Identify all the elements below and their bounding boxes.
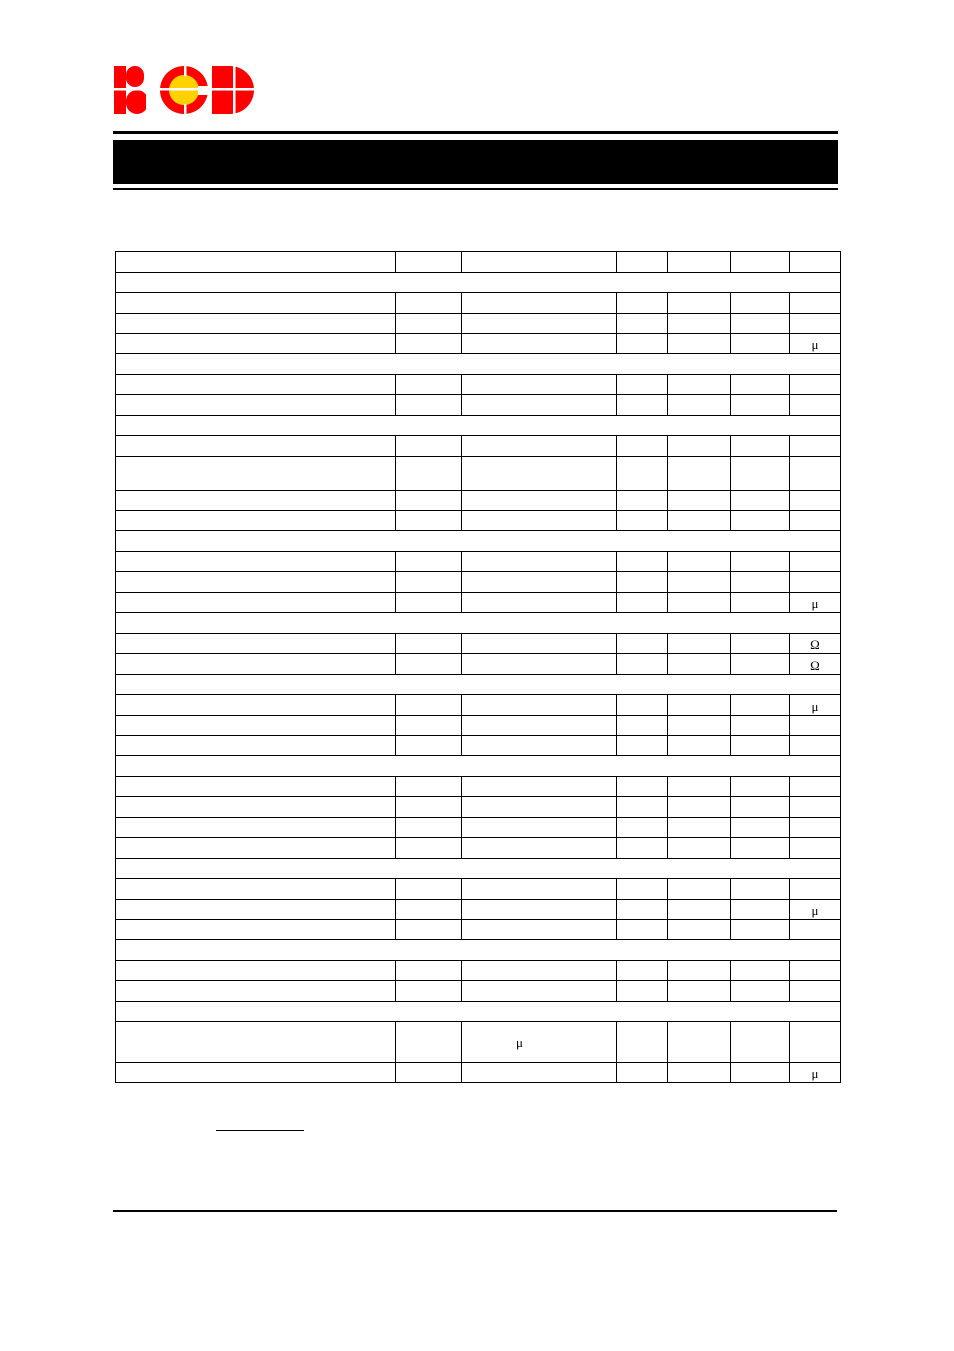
value-cell bbox=[116, 654, 396, 675]
value-cell bbox=[396, 314, 462, 334]
value-cell bbox=[396, 1063, 462, 1083]
value-cell bbox=[731, 395, 790, 416]
table-row bbox=[116, 900, 841, 920]
condition-cell bbox=[462, 695, 617, 716]
value-cell bbox=[668, 572, 731, 593]
unit-cell bbox=[790, 252, 841, 273]
value-cell bbox=[116, 395, 396, 416]
value-cell bbox=[617, 695, 668, 716]
value-cell bbox=[617, 981, 668, 1002]
table-section-row bbox=[116, 613, 841, 634]
table-row bbox=[116, 797, 841, 818]
value-cell bbox=[396, 736, 462, 756]
value-cell bbox=[396, 395, 462, 416]
table-row bbox=[116, 818, 841, 838]
value-cell bbox=[668, 593, 731, 613]
value-cell bbox=[668, 552, 731, 572]
unit-cell: Ω bbox=[790, 634, 841, 654]
condition-cell bbox=[462, 334, 617, 354]
header-top-rule bbox=[113, 131, 838, 134]
value-cell bbox=[731, 314, 790, 334]
value-cell bbox=[396, 334, 462, 354]
condition-cell bbox=[462, 961, 617, 981]
value-cell bbox=[731, 654, 790, 675]
table-row bbox=[116, 572, 841, 593]
condition-cell bbox=[462, 920, 617, 940]
value-cell bbox=[116, 511, 396, 531]
logo-b-bottom bbox=[126, 90, 148, 114]
unit-cell bbox=[790, 314, 841, 334]
value-cell bbox=[668, 695, 731, 716]
value-cell bbox=[731, 634, 790, 654]
value-cell bbox=[396, 491, 462, 511]
value-cell bbox=[116, 457, 396, 491]
value-cell bbox=[116, 552, 396, 572]
value-cell bbox=[116, 797, 396, 818]
value-cell bbox=[396, 879, 462, 900]
value-cell bbox=[396, 777, 462, 797]
value-cell bbox=[116, 293, 396, 314]
table-row bbox=[116, 457, 841, 491]
table-row bbox=[116, 314, 841, 334]
condition-cell bbox=[462, 252, 617, 273]
value-cell bbox=[668, 293, 731, 314]
value-cell bbox=[668, 920, 731, 940]
table-row bbox=[116, 511, 841, 531]
value-cell bbox=[617, 572, 668, 593]
condition-cell bbox=[462, 293, 617, 314]
unit-cell bbox=[790, 920, 841, 940]
value-cell bbox=[617, 879, 668, 900]
table-row bbox=[116, 634, 841, 654]
table-row bbox=[116, 1022, 841, 1063]
value-cell bbox=[668, 838, 731, 859]
value-cell bbox=[617, 457, 668, 491]
condition-cell bbox=[462, 511, 617, 531]
value-cell bbox=[617, 797, 668, 818]
value-cell bbox=[617, 654, 668, 675]
value-cell bbox=[668, 375, 731, 395]
table-row bbox=[116, 920, 841, 940]
unit-cell bbox=[790, 797, 841, 818]
unit-cell bbox=[790, 572, 841, 593]
section-cell bbox=[116, 613, 841, 634]
value-cell bbox=[731, 797, 790, 818]
value-cell bbox=[668, 1022, 731, 1063]
value-cell bbox=[617, 716, 668, 736]
value-cell bbox=[396, 920, 462, 940]
condition-cell bbox=[462, 1063, 617, 1083]
value-cell bbox=[116, 334, 396, 354]
logo-split-v3 bbox=[184, 104, 187, 116]
value-cell bbox=[116, 961, 396, 981]
unit-cell bbox=[790, 293, 841, 314]
section-cell bbox=[116, 756, 841, 777]
value-cell bbox=[668, 634, 731, 654]
value-cell bbox=[668, 314, 731, 334]
table-row bbox=[116, 375, 841, 395]
value-cell bbox=[116, 981, 396, 1002]
value-cell bbox=[617, 436, 668, 457]
value-cell bbox=[116, 818, 396, 838]
value-cell bbox=[668, 736, 731, 756]
unit-cell bbox=[790, 818, 841, 838]
value-cell bbox=[617, 900, 668, 920]
value-cell bbox=[116, 375, 396, 395]
value-cell bbox=[668, 654, 731, 675]
value-cell bbox=[731, 252, 790, 273]
value-cell bbox=[396, 457, 462, 491]
section-cell bbox=[116, 675, 841, 695]
footnote-underline bbox=[216, 1130, 304, 1131]
unit-cell bbox=[790, 1022, 841, 1063]
condition-cell bbox=[462, 900, 617, 920]
section-cell bbox=[116, 859, 841, 879]
logo-b-top bbox=[126, 66, 144, 87]
unit-cell bbox=[790, 981, 841, 1002]
table-section-row bbox=[116, 675, 841, 695]
section-cell bbox=[116, 531, 841, 552]
table-section-row bbox=[116, 1002, 841, 1022]
value-cell bbox=[396, 797, 462, 818]
unit-cell bbox=[790, 961, 841, 981]
value-cell bbox=[617, 634, 668, 654]
unit-cell: μ bbox=[790, 900, 841, 920]
condition-cell bbox=[462, 491, 617, 511]
table-row bbox=[116, 716, 841, 736]
value-cell bbox=[396, 981, 462, 1002]
value-cell bbox=[396, 552, 462, 572]
unit-cell bbox=[790, 777, 841, 797]
table-row bbox=[116, 777, 841, 797]
unit-cell bbox=[790, 457, 841, 491]
table-row bbox=[116, 293, 841, 314]
value-cell bbox=[731, 491, 790, 511]
condition-cell bbox=[462, 375, 617, 395]
table-row bbox=[116, 981, 841, 1002]
table-section-row bbox=[116, 756, 841, 777]
unit-cell: μ bbox=[790, 695, 841, 716]
table-section-row bbox=[116, 940, 841, 961]
value-cell bbox=[617, 314, 668, 334]
value-cell bbox=[668, 252, 731, 273]
condition-cell bbox=[462, 736, 617, 756]
condition-cell bbox=[462, 818, 617, 838]
value-cell bbox=[731, 293, 790, 314]
value-cell bbox=[116, 436, 396, 457]
value-cell bbox=[731, 552, 790, 572]
value-cell bbox=[116, 716, 396, 736]
value-cell bbox=[116, 491, 396, 511]
value-cell bbox=[617, 593, 668, 613]
value-cell bbox=[731, 1063, 790, 1083]
value-cell bbox=[617, 1063, 668, 1083]
section-cell bbox=[116, 354, 841, 375]
value-cell bbox=[668, 334, 731, 354]
table-row bbox=[116, 838, 841, 859]
condition-cell bbox=[462, 572, 617, 593]
value-cell bbox=[731, 511, 790, 531]
value-cell bbox=[731, 818, 790, 838]
value-cell bbox=[396, 593, 462, 613]
unit-cell bbox=[790, 838, 841, 859]
value-cell bbox=[617, 961, 668, 981]
value-cell bbox=[617, 818, 668, 838]
value-cell bbox=[116, 572, 396, 593]
unit-cell bbox=[790, 395, 841, 416]
value-cell bbox=[116, 920, 396, 940]
value-cell bbox=[617, 293, 668, 314]
value-cell bbox=[731, 879, 790, 900]
unit-cell: Ω bbox=[790, 654, 841, 675]
value-cell bbox=[617, 491, 668, 511]
table-row bbox=[116, 252, 841, 273]
footer-rule bbox=[113, 1210, 837, 1212]
value-cell bbox=[731, 695, 790, 716]
value-cell bbox=[617, 252, 668, 273]
value-cell bbox=[668, 716, 731, 736]
table-row bbox=[116, 654, 841, 675]
table-row bbox=[116, 736, 841, 756]
value-cell bbox=[396, 572, 462, 593]
bcd-logo bbox=[112, 64, 256, 116]
unit-cell bbox=[790, 375, 841, 395]
condition-cell bbox=[462, 593, 617, 613]
table-row bbox=[116, 491, 841, 511]
table-row bbox=[116, 961, 841, 981]
table-row bbox=[116, 879, 841, 900]
electrical-characteristics-table bbox=[115, 251, 841, 1083]
value-cell bbox=[396, 838, 462, 859]
value-cell bbox=[668, 395, 731, 416]
table-section-row bbox=[116, 859, 841, 879]
condition-cell bbox=[462, 879, 617, 900]
table-body bbox=[116, 252, 841, 1083]
value-cell bbox=[731, 981, 790, 1002]
value-cell bbox=[116, 736, 396, 756]
value-cell bbox=[617, 511, 668, 531]
value-cell bbox=[731, 375, 790, 395]
table-row bbox=[116, 593, 841, 613]
table-row bbox=[116, 695, 841, 716]
value-cell bbox=[396, 961, 462, 981]
unit-cell: μ bbox=[790, 593, 841, 613]
condition-cell bbox=[462, 981, 617, 1002]
section-cell bbox=[116, 273, 841, 293]
condition-cell: μ bbox=[462, 1022, 617, 1063]
value-cell bbox=[116, 838, 396, 859]
section-cell bbox=[116, 940, 841, 961]
unit-cell bbox=[790, 879, 841, 900]
value-cell bbox=[396, 634, 462, 654]
value-cell bbox=[396, 695, 462, 716]
value-cell bbox=[396, 654, 462, 675]
value-cell bbox=[731, 1022, 790, 1063]
value-cell bbox=[396, 1022, 462, 1063]
value-cell bbox=[731, 961, 790, 981]
value-cell bbox=[116, 314, 396, 334]
logo-split-v2 bbox=[184, 64, 187, 76]
table-section-row bbox=[116, 531, 841, 552]
value-cell bbox=[617, 334, 668, 354]
condition-cell bbox=[462, 314, 617, 334]
condition-cell bbox=[462, 797, 617, 818]
value-cell bbox=[668, 961, 731, 981]
value-cell bbox=[396, 900, 462, 920]
value-cell bbox=[731, 572, 790, 593]
condition-cell bbox=[462, 654, 617, 675]
unit-cell bbox=[790, 736, 841, 756]
value-cell bbox=[617, 920, 668, 940]
unit-cell bbox=[790, 491, 841, 511]
unit-cell bbox=[790, 436, 841, 457]
value-cell bbox=[617, 1022, 668, 1063]
value-cell bbox=[396, 716, 462, 736]
logo-split-v4 bbox=[233, 64, 236, 116]
value-cell bbox=[116, 777, 396, 797]
table-section-row bbox=[116, 354, 841, 375]
value-cell bbox=[617, 736, 668, 756]
condition-cell bbox=[462, 457, 617, 491]
value-cell bbox=[617, 375, 668, 395]
value-cell bbox=[731, 716, 790, 736]
value-cell bbox=[731, 436, 790, 457]
value-cell bbox=[617, 552, 668, 572]
value-cell bbox=[116, 593, 396, 613]
value-cell bbox=[116, 1063, 396, 1083]
value-cell bbox=[617, 777, 668, 797]
section-cell bbox=[116, 1002, 841, 1022]
value-cell bbox=[617, 395, 668, 416]
condition-cell bbox=[462, 552, 617, 572]
value-cell bbox=[668, 879, 731, 900]
value-cell bbox=[668, 818, 731, 838]
value-cell bbox=[731, 777, 790, 797]
table-row bbox=[116, 436, 841, 457]
table-row bbox=[116, 1063, 841, 1083]
condition-cell bbox=[462, 838, 617, 859]
value-cell bbox=[116, 900, 396, 920]
value-cell bbox=[668, 777, 731, 797]
condition-cell bbox=[462, 716, 617, 736]
header-bottom-rule bbox=[113, 188, 838, 190]
table-row bbox=[116, 334, 841, 354]
value-cell bbox=[731, 736, 790, 756]
value-cell bbox=[668, 491, 731, 511]
value-cell bbox=[396, 375, 462, 395]
value-cell bbox=[668, 797, 731, 818]
value-cell bbox=[396, 511, 462, 531]
section-cell bbox=[116, 416, 841, 436]
value-cell bbox=[668, 511, 731, 531]
logo-split-v1 bbox=[146, 64, 149, 116]
value-cell bbox=[396, 818, 462, 838]
value-cell bbox=[617, 838, 668, 859]
condition-cell bbox=[462, 777, 617, 797]
value-cell bbox=[396, 293, 462, 314]
value-cell bbox=[731, 457, 790, 491]
value-cell bbox=[116, 695, 396, 716]
unit-cell: μ bbox=[790, 334, 841, 354]
value-cell bbox=[116, 879, 396, 900]
condition-cell bbox=[462, 436, 617, 457]
value-cell bbox=[116, 1022, 396, 1063]
value-cell bbox=[396, 252, 462, 273]
value-cell bbox=[731, 920, 790, 940]
unit-cell bbox=[790, 552, 841, 572]
value-cell bbox=[731, 334, 790, 354]
unit-cell: μ bbox=[790, 1063, 841, 1083]
table-section-row bbox=[116, 416, 841, 436]
table-row bbox=[116, 395, 841, 416]
condition-cell bbox=[462, 634, 617, 654]
value-cell bbox=[668, 981, 731, 1002]
unit-cell bbox=[790, 716, 841, 736]
value-cell bbox=[731, 900, 790, 920]
value-cell bbox=[668, 900, 731, 920]
title-bar bbox=[113, 140, 838, 184]
table-section-row bbox=[116, 273, 841, 293]
value-cell bbox=[116, 634, 396, 654]
value-cell bbox=[116, 252, 396, 273]
value-cell bbox=[396, 436, 462, 457]
table-row bbox=[116, 552, 841, 572]
condition-cell bbox=[462, 395, 617, 416]
value-cell bbox=[668, 457, 731, 491]
unit-cell bbox=[790, 511, 841, 531]
value-cell bbox=[668, 436, 731, 457]
value-cell bbox=[731, 838, 790, 859]
value-cell bbox=[731, 593, 790, 613]
value-cell bbox=[668, 1063, 731, 1083]
